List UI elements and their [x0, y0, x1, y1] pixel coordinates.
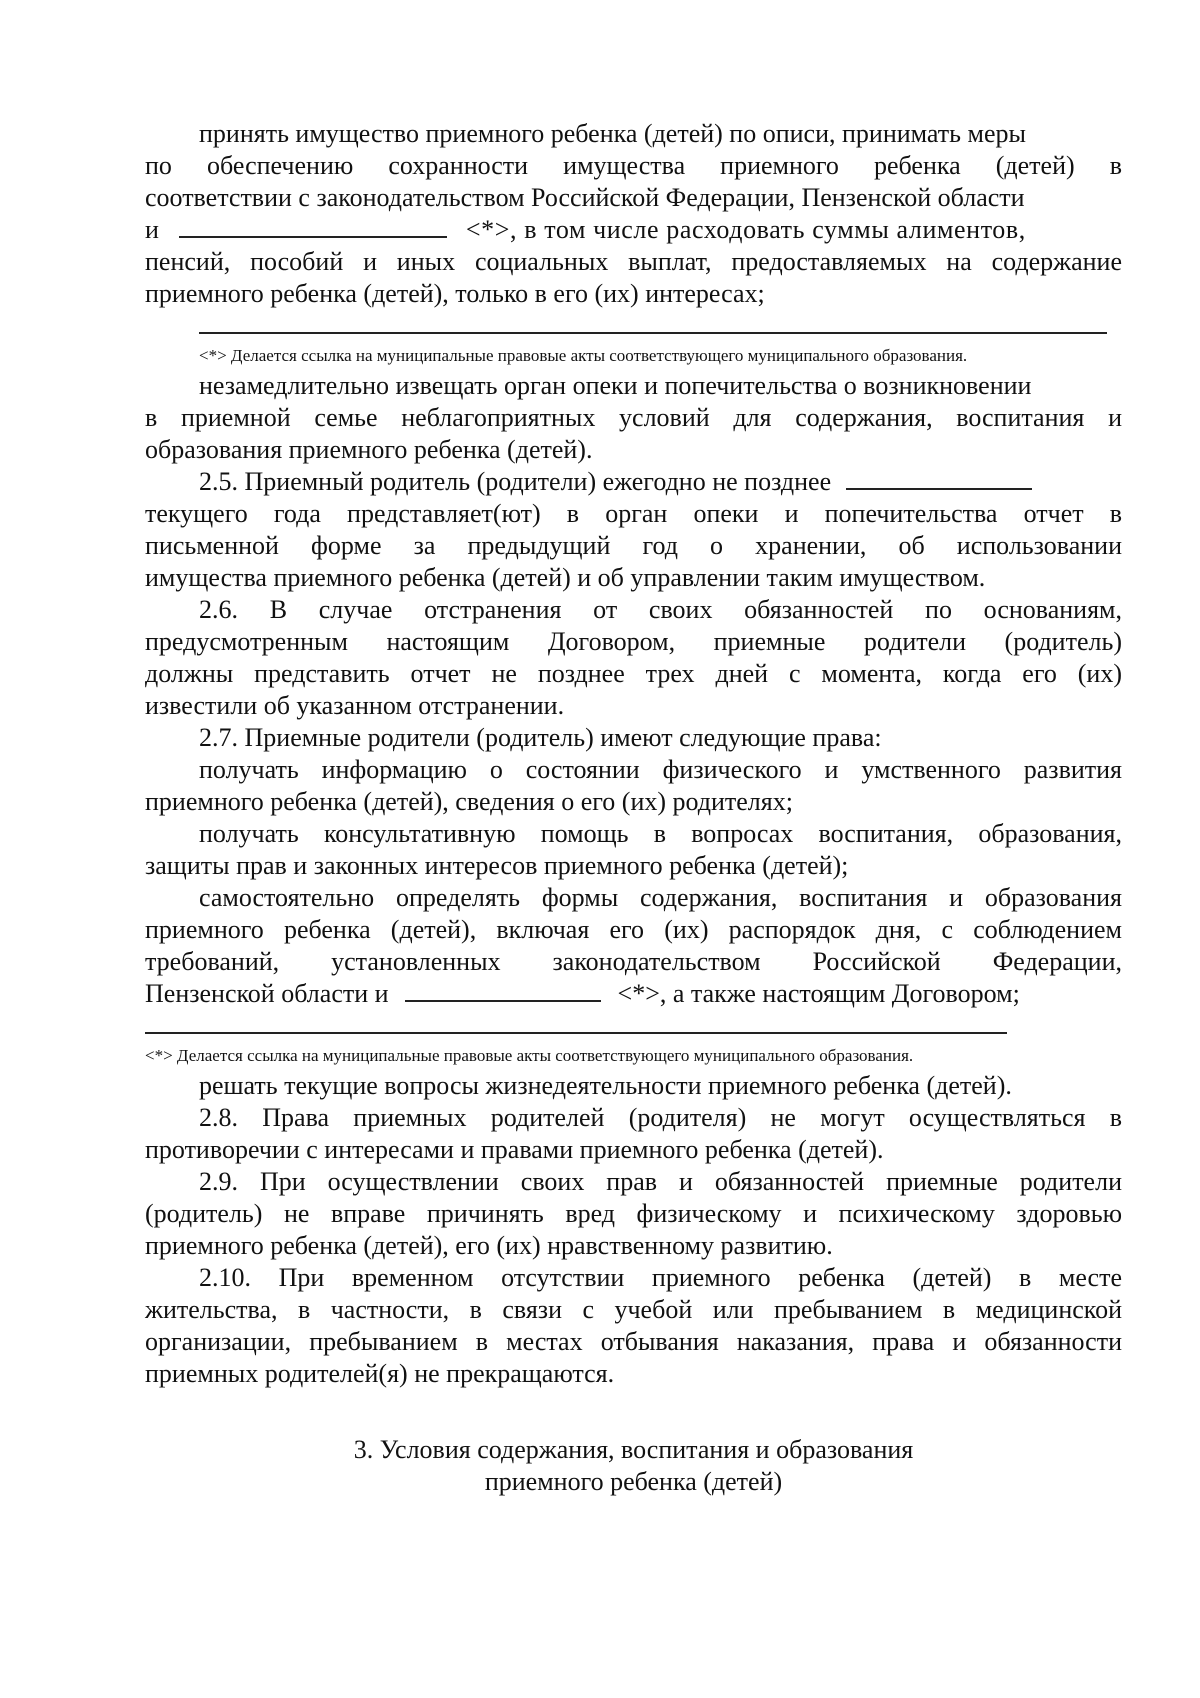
- text-line: имущества приемного ребенка (детей) и об управлении таким имуществом.: [145, 563, 986, 592]
- footnote: <*> Делается ссылка на муниципальные правовые акты соответствующего муниципального образования.: [199, 346, 968, 365]
- fill-in-blank: [179, 214, 447, 238]
- text-line: приемного ребенка (детей), сведения о его (их) родителях;: [145, 787, 793, 816]
- fill-in-blank: [846, 466, 1032, 490]
- text-line: принять имущество приемного ребенка (детей) по описи, принимать меры: [199, 119, 1026, 148]
- text-line: 2.8. Права приемных родителей (родителя) не могут осуществляться в: [199, 1103, 1122, 1132]
- text-line: 2.7. Приемные родители (родитель) имеют следующие права:: [199, 723, 882, 752]
- text-line: требований, установленных законодательством Российской Федерации,: [145, 947, 1122, 976]
- text-line-with-blank: [199, 466, 1122, 498]
- text-line: текущего года представляет(ют) в орган опеки и попечительства отчет в: [145, 499, 1122, 528]
- text-line: образования приемного ребенка (детей).: [145, 435, 593, 464]
- text-fragment: Пензенской области и: [145, 979, 389, 1008]
- fill-in-blank: [405, 978, 601, 1002]
- text-line: (родитель) не вправе причинять вред физическому и психическому здоровью: [145, 1199, 1122, 1228]
- text-line: 2.10. При временном отсутствии приемного ребенка (детей) в месте: [199, 1263, 1122, 1292]
- text-line: защиты прав и законных интересов приемного ребенка (детей);: [145, 851, 849, 880]
- text-line: 2.6. В случае отстранения от своих обязанностей по основаниям,: [199, 595, 1122, 624]
- text-line: 2.9. При осуществлении своих прав и обязанностей приемные родители: [199, 1167, 1122, 1196]
- footnote: <*> Делается ссылка на муниципальные правовые акты соответствующего муниципального образования.: [145, 1046, 914, 1065]
- text-line: приемных родителей(я) не прекращаются.: [145, 1359, 615, 1388]
- text-line: противоречии с интересами и правами приемного ребенка (детей).: [145, 1135, 884, 1164]
- text-line: соответствии с законодательством Российской Федерации, Пензенской области: [145, 183, 1025, 212]
- text-line: предусмотренным настоящим Договором, приемные родители (родитель): [145, 627, 1122, 656]
- text-line: письменной форме за предыдущий год о хранении, об использовании: [145, 531, 1122, 560]
- text-line-with-blank: [145, 214, 1122, 246]
- section-heading: 3. Условия содержания, воспитания и образования: [353, 1435, 914, 1464]
- text-line: приемного ребенка (детей), только в его (их) интересах;: [145, 279, 765, 308]
- section-heading: приемного ребенка (детей): [484, 1467, 783, 1496]
- text-line: решать текущие вопросы жизнедеятельности приемного ребенка (детей).: [199, 1071, 1012, 1100]
- text-line-with-blank: [145, 978, 1122, 1010]
- text-line: известили об указанном отстранении.: [145, 691, 565, 720]
- text-line: приемного ребенка (детей), его (их) нравственному развитию.: [145, 1231, 833, 1260]
- text-fragment: <*>, в том числе расходовать суммы алиментов,: [465, 215, 1026, 244]
- footnote-separator: [145, 1032, 1007, 1034]
- text-line: самостоятельно определять формы содержания, воспитания и образования: [199, 883, 1122, 912]
- text-line: пенсий, пособий и иных социальных выплат, предоставляемых на содержание: [145, 247, 1122, 276]
- text-line: по обеспечению сохранности имущества приемного ребенка (детей) в: [145, 151, 1122, 180]
- text-line: получать информацию о состоянии физического и умственного развития: [199, 755, 1122, 784]
- text-line: получать консультативную помощь в вопросах воспитания, образования,: [199, 819, 1122, 848]
- text-fragment: 2.5. Приемный родитель (родители) ежегодно не позднее: [199, 467, 832, 496]
- text-fragment: <*>, а также настоящим Договором;: [617, 979, 1020, 1008]
- text-line: в приемной семье неблагоприятных условий для содержания, воспитания и: [145, 403, 1122, 432]
- text-line: приемного ребенка (детей), включая его (их) распорядок дня, с соблюдением: [145, 915, 1122, 944]
- footnote-separator: [199, 332, 1107, 334]
- text-fragment: и: [145, 215, 159, 244]
- text-line: жительства, в частности, в связи с учебой или пребыванием в медицинской: [145, 1295, 1122, 1324]
- text-line: должны представить отчет не позднее трех дней с момента, когда его (их): [145, 659, 1122, 688]
- text-line: незамедлительно извещать орган опеки и попечительства о возникновении: [199, 371, 1032, 400]
- text-line: организации, пребыванием в местах отбывания наказания, права и обязанности: [145, 1327, 1122, 1356]
